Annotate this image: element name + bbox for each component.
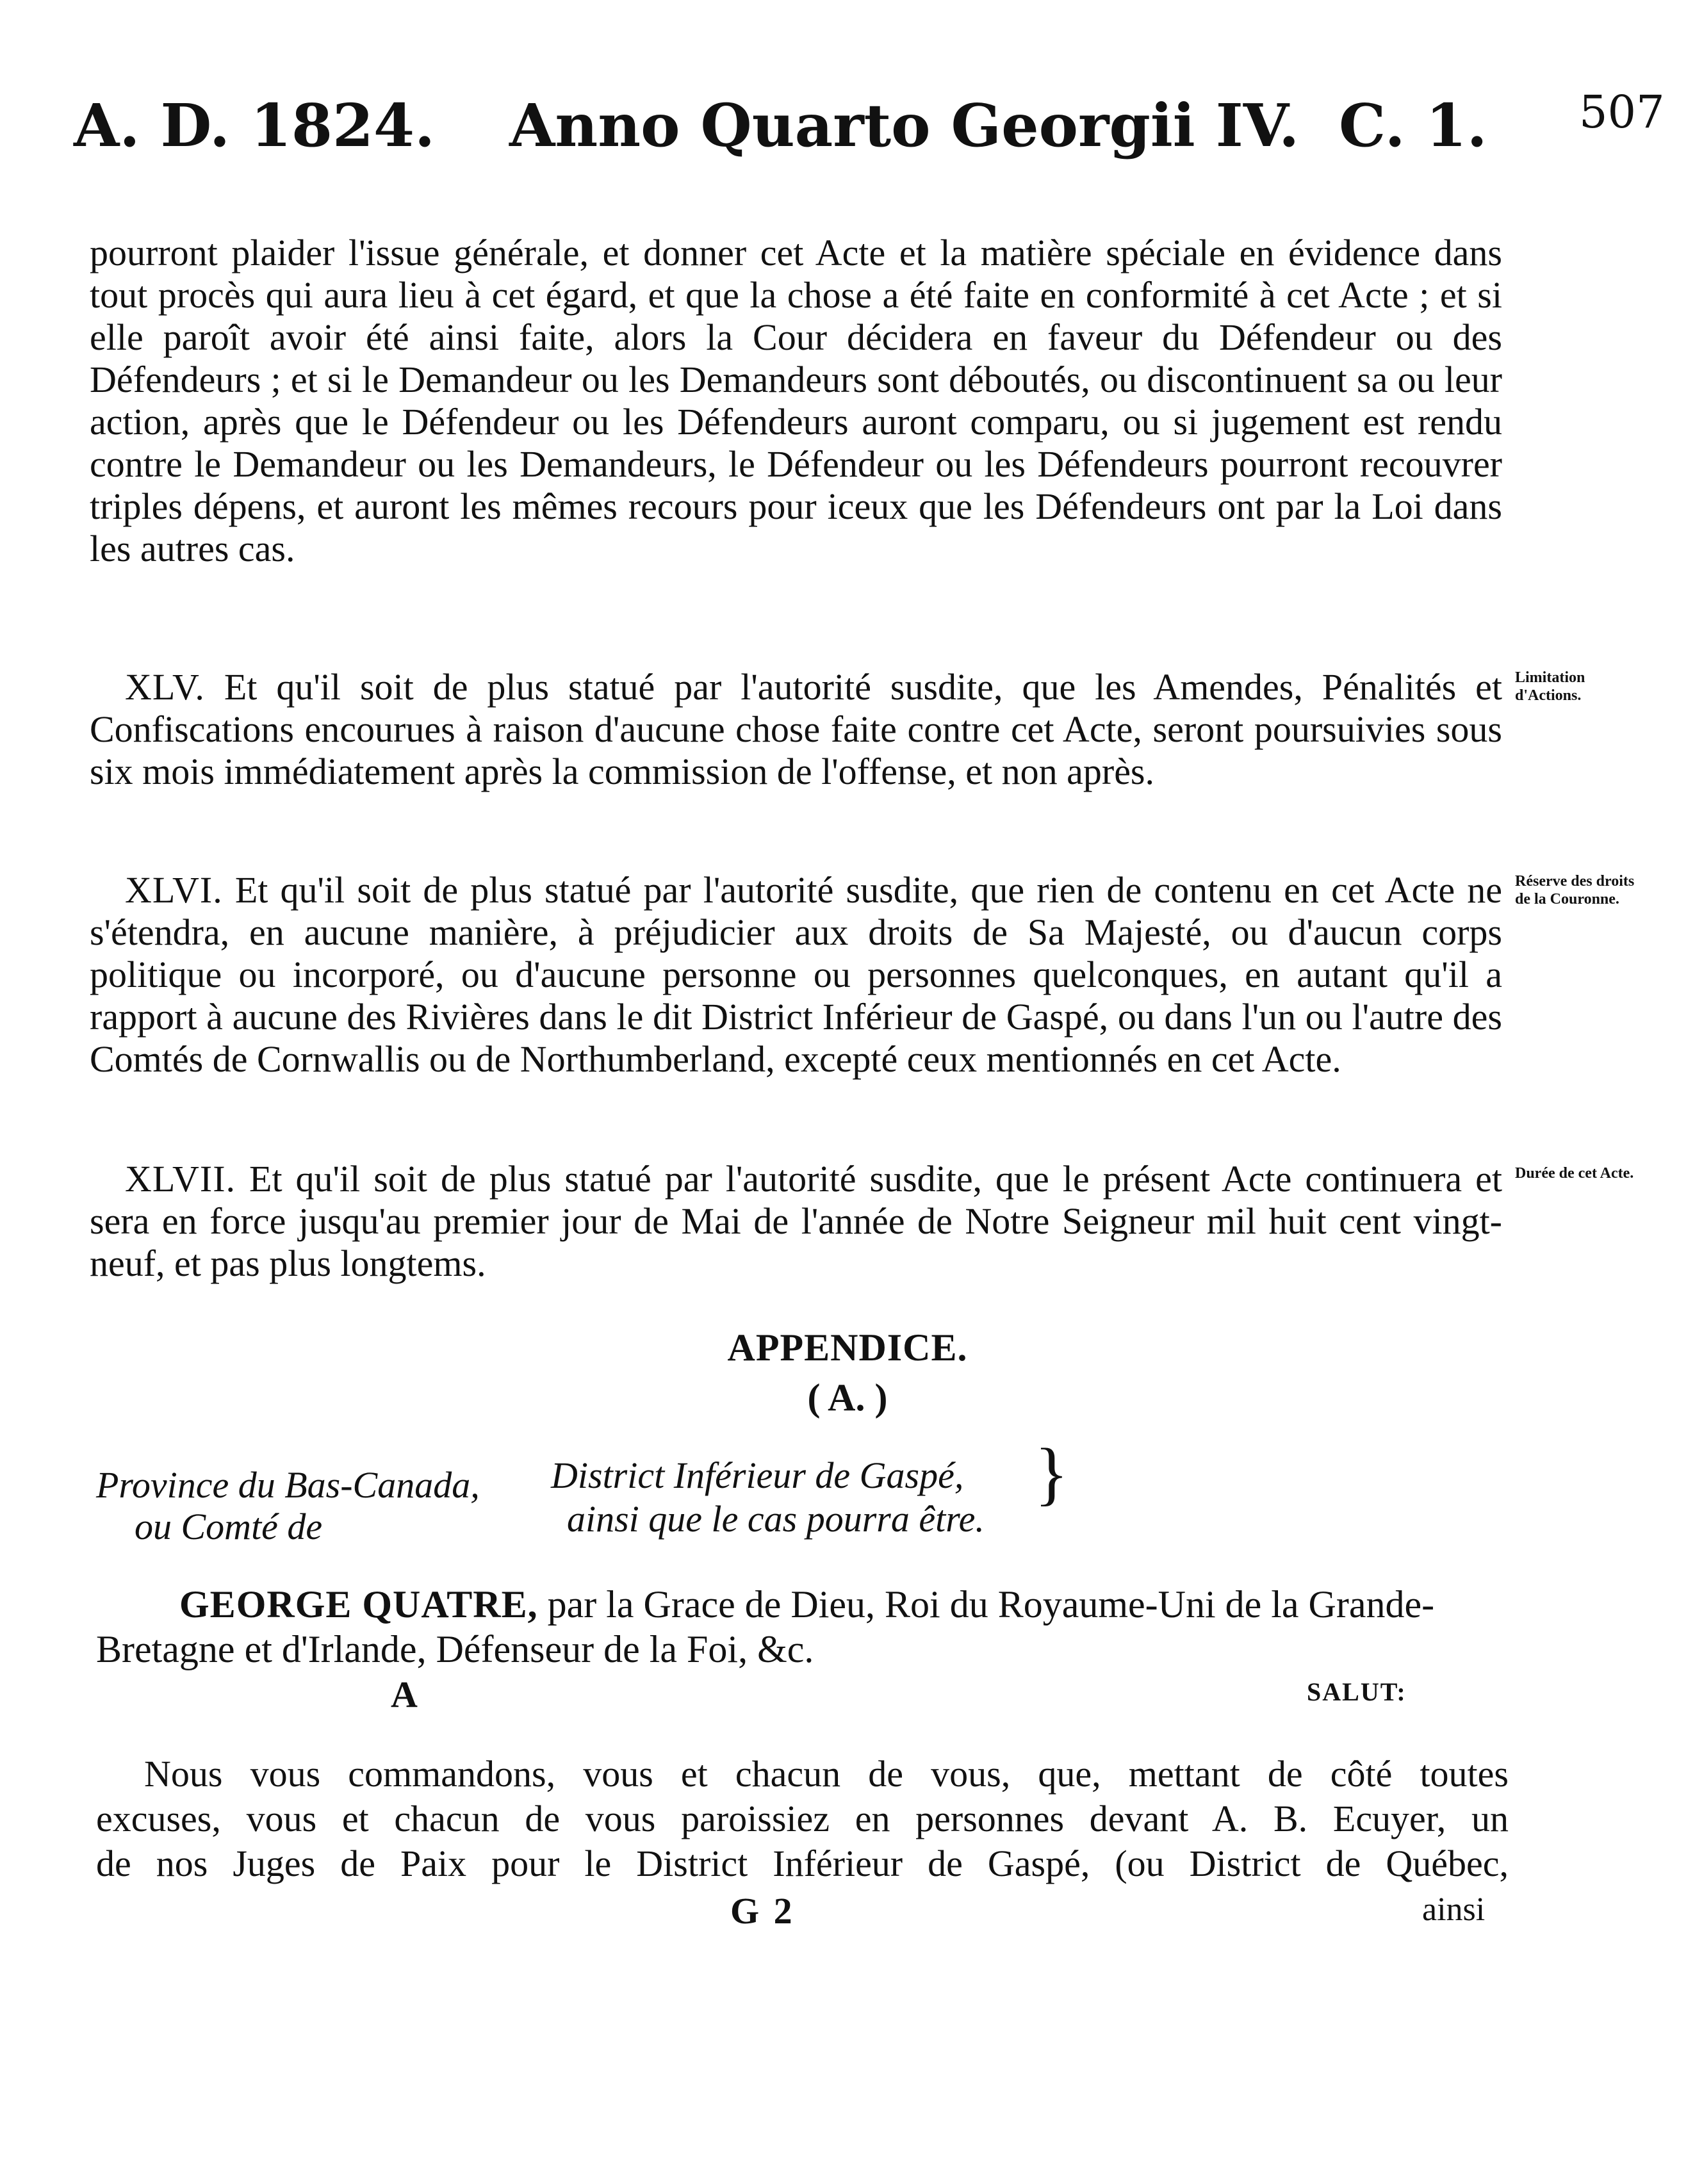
writ-text: par la Grace de Dieu, Roi du Royaume-Uni de la Grande-Bretagne et d'Irlande, Défenseur de la Foi, &c. — [96, 1583, 1435, 1670]
section-45 — [90, 666, 1502, 793]
section-47 — [90, 1158, 1502, 1285]
section-text: Et qu'il soit de plus statué par l'autorité susdite, que le présent Acte continuera et sera en force jusqu'au premier jour de Mai de l'année de Notre Seigneur mil huit cent vingt-neuf, et pas plus longtems. — [90, 1158, 1503, 1284]
margin-note-duration: Durée de cet Acte. — [1515, 1165, 1634, 1182]
section-46 — [90, 869, 1502, 1080]
brace-mark: } — [1035, 1434, 1069, 1512]
margin-note-reserve: Réserve des droits de la Couronne. — [1515, 873, 1635, 908]
section-text: Et qu'il soit de plus statué par l'autorité susdite, que rien de contenu en cet Acte ne s'étendra, en aucune manière, à préjudicier aux droits de Sa Majesté, ou d'aucun corps politique ou incorporé, ou d'aucune personne ou personnes quelconques, en autant qu'il a rapport à aucune des Rivières dans le dit District Inférieur de Gaspé, ou dans l'un ou l'autre des Comtés de Cornwallis ou de Northumberland, excepté ceux mentionnés en cet Acte. — [90, 869, 1503, 1080]
catchword: ainsi — [1422, 1891, 1486, 1928]
command-paragraph — [96, 1752, 1509, 1886]
province-line-2: ou Comté de — [135, 1506, 323, 1547]
district-line-1: District Inférieur de Gaspé, — [551, 1455, 964, 1496]
writ-opening — [96, 1582, 1505, 1672]
salutation: SALUT: — [1307, 1677, 1407, 1706]
writ-sovereign: GEORGE QUATRE, — [179, 1583, 538, 1626]
paragraph-text: pourront plaider l'issue générale, et donner cet Acte et la matière spéciale en évidence dans tout procès qui aura lieu à cet égard, et que la chose a été faite en conformité à cet Acte ; et si elle paroît avoir été ainsi faite, alors la Cour décidera en faveur du Défendeur ou des Défendeurs ; et si le Demandeur ou les Demandeurs sont déboutés, ou discontinuent sa ou leur action, après que le Défendeur ou les Défendeurs auront comparu, ou si jugement est rendu contre le Demandeur ou les Demandeurs, le Défendeur ou les Défendeurs pourront recouvrer triples dépens, et auront les mêmes recours pour iceux que les Défendeurs ont par la Loi dans les autres cas. — [90, 232, 1502, 569]
section-number: XLVI. — [125, 869, 223, 911]
page-number: 507 — [1579, 86, 1665, 138]
address-a: A — [391, 1674, 418, 1715]
header-title: Anno Quarto Georgii IV. — [509, 91, 1300, 160]
header-year: A. D. 1824. — [74, 91, 436, 160]
margin-note-limitation: Limitation d'Actions. — [1515, 669, 1585, 704]
command-line-2: excuses, vous et chacun de vous paroissiez en personnes devant A. B. Ecuyer, un — [96, 1798, 1509, 1839]
signature-mark: G 2 — [730, 1890, 795, 1932]
header-chapter: C. 1. — [1339, 91, 1487, 160]
appendix-subtitle: ( A. ) — [807, 1376, 888, 1419]
command-line-3: de nos Juges de Paix pour le District Inférieur de Gaspé, (ou District de Québec, — [96, 1843, 1509, 1884]
district-line-2: ainsi que le cas pourra être. — [567, 1498, 985, 1540]
province-line-1: Province du Bas-Canada, — [96, 1464, 480, 1506]
command-line-1: Nous vous commandons, vous et chacun de vous, que, mettant de côté toutes — [144, 1753, 1509, 1795]
continuation-paragraph — [90, 232, 1502, 570]
section-number: XLVII. — [125, 1158, 236, 1200]
appendix-title: APPENDICE. — [727, 1326, 968, 1369]
section-number: XLV. — [125, 666, 205, 708]
section-text: Et qu'il soit de plus statué par l'autorité susdite, que les Amendes, Pénalités et Confiscations encourues à raison d'aucune chose faite contre cet Acte, seront poursuivies sous six mois immédiatement après la commission de l'offense, et non après. — [90, 666, 1503, 792]
